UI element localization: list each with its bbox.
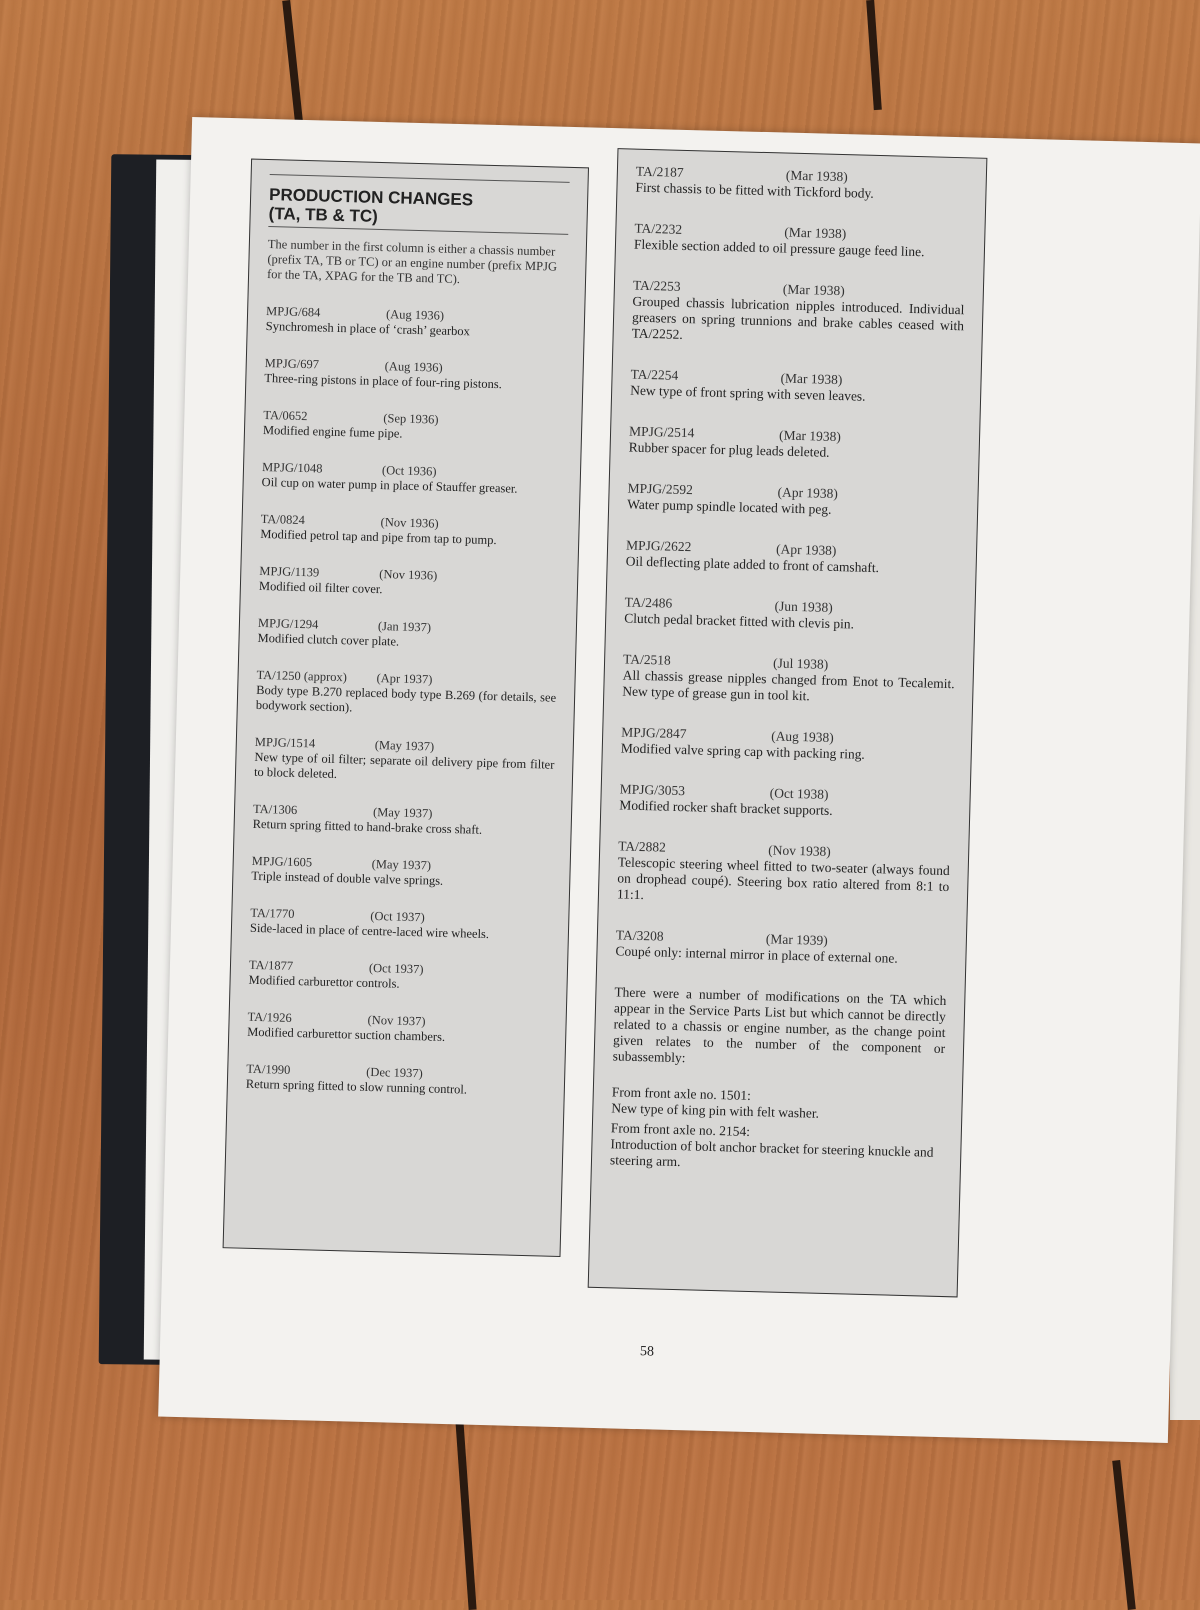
entry-date: (May 1937) xyxy=(374,738,435,754)
entry-description: Oil cup on water pump in place of Stauffer greaser. xyxy=(261,474,518,496)
entry-number: TA/1306 xyxy=(252,801,298,817)
change-entry xyxy=(250,906,551,944)
title-line-1: PRODUCTION CHANGES xyxy=(268,185,474,210)
entry-date: (Apr 1938) xyxy=(775,541,837,559)
entry-number: TA/1877 xyxy=(248,957,294,973)
change-entry xyxy=(619,781,952,822)
change-entry xyxy=(266,304,567,342)
change-entry xyxy=(259,564,560,602)
entry-date: (Mar 1938) xyxy=(778,427,842,445)
entry-description: Modified carburettor controls. xyxy=(248,972,400,991)
entry-description: New type of oil filter; separate oil delivery pipe from filter to block deleted. xyxy=(253,749,555,782)
entry-number: TA/2882 xyxy=(618,838,667,855)
entry-number: MPJG/1514 xyxy=(254,734,316,751)
axle-description: New type of king pin with felt washer. xyxy=(611,1100,820,1121)
change-entry xyxy=(246,1062,547,1100)
entry-description: New type of front spring with seven leaves. xyxy=(629,382,866,404)
entry-description: Coupé only: internal mirror in place of external one. xyxy=(615,943,898,966)
entry-date: (Apr 1938) xyxy=(777,484,839,502)
entry-number: MPJG/1605 xyxy=(251,853,313,870)
change-entry xyxy=(628,424,961,465)
entry-description: Clutch pedal bracket fitted with clevis pin. xyxy=(624,610,855,632)
change-entry xyxy=(635,164,968,205)
floorboard-gap xyxy=(866,0,882,110)
entry-description: Return spring fitted to hand-brake cross shaft. xyxy=(252,816,483,837)
change-entry xyxy=(260,512,561,550)
axle-item xyxy=(610,1120,943,1177)
entry-date: (Nov 1938) xyxy=(768,842,832,859)
entry-number: MPJG/1048 xyxy=(261,459,323,476)
entry-date: (Nov 1936) xyxy=(380,515,439,531)
entry-number: TA/2232 xyxy=(634,220,683,237)
entry-date: (Aug 1938) xyxy=(770,728,834,746)
title-line-2: (TA, TB & TC) xyxy=(268,204,379,226)
left-entry-list xyxy=(246,304,567,1100)
entry-date: (Mar 1938) xyxy=(780,370,843,388)
entry-number: MPJG/2622 xyxy=(625,537,692,555)
change-entry xyxy=(630,367,963,408)
entry-date: (Jul 1938) xyxy=(772,655,829,672)
change-entry xyxy=(247,1010,548,1048)
change-entry xyxy=(625,538,958,579)
entry-number: TA/0824 xyxy=(260,511,305,528)
change-entry xyxy=(617,838,951,911)
entry-date: (Mar 1938) xyxy=(784,224,847,242)
entry-date: (Sep 1936) xyxy=(383,411,439,427)
right-entry-list xyxy=(615,164,968,968)
entry-number: TA/2253 xyxy=(632,277,681,294)
entry-description: Modified petrol tap and pipe from tap to pump. xyxy=(260,526,497,548)
change-entry xyxy=(622,651,955,708)
left-column xyxy=(223,159,589,1257)
change-entry xyxy=(615,927,948,968)
change-entry xyxy=(254,735,555,788)
entry-description: Flexible section added to oil pressure gauge feed line. xyxy=(633,236,925,260)
entry-description: Oil deflecting plate added to front of camshaft. xyxy=(625,553,880,576)
section-title xyxy=(268,185,569,231)
axle-list xyxy=(610,1084,944,1177)
entry-number: TA/2254 xyxy=(630,366,679,383)
entry-date: (Apr 1937) xyxy=(376,671,433,687)
entry-date: (May 1937) xyxy=(372,804,433,821)
entry-date: (Oct 1936) xyxy=(381,463,437,479)
change-entry xyxy=(263,408,564,446)
book-page xyxy=(158,117,1200,1443)
change-entry xyxy=(248,958,549,996)
change-entry xyxy=(621,724,954,765)
right-column xyxy=(588,148,988,1297)
entry-description: Telescopic steering wheel fitted to two-seater (always found on drophead coupé). Steering box ratio altered from 8:1 to 11:1. xyxy=(616,854,950,903)
entry-number: MPJG/2592 xyxy=(627,480,694,498)
entry-number: TA/1990 xyxy=(246,1061,291,1077)
floorboard-gap xyxy=(1112,1460,1136,1610)
entry-number: TA/2518 xyxy=(622,651,672,668)
change-entry xyxy=(256,668,557,721)
axle-label: From front axle no. 2154: xyxy=(610,1120,751,1139)
page-number: 58 xyxy=(639,1344,655,1360)
change-entry xyxy=(251,854,552,892)
entry-description: Modified engine fume pipe. xyxy=(262,422,403,441)
entry-number: TA/0652 xyxy=(263,407,308,424)
entry-number: TA/1250 (approx) xyxy=(256,667,348,685)
axle-item xyxy=(611,1084,944,1125)
note-paragraph: There were a number of modifications on the TA which appear in the Service Parts List but which cannot be directly related to a chassis or engine number, as the change point given relates to the number of the component or subassembly: xyxy=(612,984,947,1066)
entry-description: Return spring fitted to slow running control. xyxy=(245,1076,468,1097)
entry-description: Side-laced in place of centre-laced wire wheels. xyxy=(249,920,490,942)
entry-number: TA/1770 xyxy=(250,905,295,921)
entry-description: Modified carburettor suction chambers. xyxy=(247,1024,446,1044)
entry-number: TA/2486 xyxy=(624,594,673,611)
change-entry xyxy=(264,356,565,394)
entry-number: TA/3208 xyxy=(615,927,664,944)
entry-date: (Aug 1936) xyxy=(385,307,445,323)
change-entry xyxy=(624,594,957,635)
entry-description: Water pump spindle located with peg. xyxy=(627,496,832,517)
change-entry xyxy=(252,802,553,840)
entry-date: (May 1937) xyxy=(371,856,432,873)
entry-date: (Nov 1936) xyxy=(379,567,438,583)
floorboard-gap xyxy=(455,1420,476,1610)
entry-date: (Oct 1938) xyxy=(769,785,829,802)
change-entry xyxy=(631,278,965,351)
entry-description: Synchromesh in place of ‘crash’ gearbox xyxy=(265,319,471,339)
entry-description: Modified clutch cover plate. xyxy=(257,630,400,649)
entry-description: All chassis grease nipples changed from Enot to Tecalemit. New type of grease gun in tool kit. xyxy=(622,667,955,704)
entry-number: MPJG/3053 xyxy=(619,781,686,799)
entry-date: (Oct 1937) xyxy=(368,960,424,977)
entry-number: MPJG/2847 xyxy=(621,724,687,742)
entry-date: (Oct 1937) xyxy=(370,908,425,925)
entry-date: (Jan 1937) xyxy=(377,619,432,635)
change-entry xyxy=(627,481,960,522)
change-entry xyxy=(257,616,558,654)
entry-description: Body type B.270 replaced body type B.269 (for details, see bodywork section). xyxy=(255,682,557,715)
entry-date: (Aug 1936) xyxy=(384,359,443,375)
entry-date: (Dec 1937) xyxy=(366,1064,423,1081)
entry-description: Rubber spacer for plug leads deleted. xyxy=(628,439,830,460)
change-entry xyxy=(634,221,967,262)
entry-description: Three-ring pistons in place of four-ring pistons. xyxy=(264,370,503,392)
entry-description: Triple instead of double valve springs. xyxy=(251,868,444,888)
entry-date: (Mar 1938) xyxy=(785,167,848,185)
entry-number: MPJG/1139 xyxy=(259,563,320,580)
title-rule xyxy=(270,174,570,183)
entry-number: MPJG/684 xyxy=(265,304,321,320)
entry-number: MPJG/2514 xyxy=(628,423,695,441)
entry-description: Modified valve spring cap with packing ring. xyxy=(620,740,866,762)
entry-date: (Mar 1939) xyxy=(765,931,828,948)
entry-description: Modified oil filter cover. xyxy=(258,578,383,597)
entry-number: TA/1926 xyxy=(247,1009,292,1025)
entry-description: Modified rocker shaft bracket supports. xyxy=(619,797,833,819)
entry-number: MPJG/697 xyxy=(264,355,320,372)
intro-text: The number in the first column is either a chassis number (prefix TA, TB or TC) or an engine number (prefix MPJG for the TA, XPAG for the TB and TC). xyxy=(266,237,558,287)
entry-description: First chassis to be fitted with Tickford body. xyxy=(635,179,874,201)
entry-date: (Nov 1937) xyxy=(367,1012,426,1029)
axle-label: From front axle no. 1501: xyxy=(611,1084,752,1103)
entry-number: TA/2187 xyxy=(635,163,684,180)
change-entry xyxy=(261,460,562,498)
axle-description: Introduction of bolt anchor bracket for steering knuckle and steering arm. xyxy=(609,1136,934,1170)
entry-description: Grouped chassis lubrication nipples introduced. Individual greasers on spring trunnions and brake cables ceased with TA/2252. xyxy=(631,293,965,342)
entry-date: (Jun 1938) xyxy=(774,598,833,615)
entry-number: MPJG/1294 xyxy=(257,615,319,632)
entry-date: (Mar 1938) xyxy=(782,281,845,299)
